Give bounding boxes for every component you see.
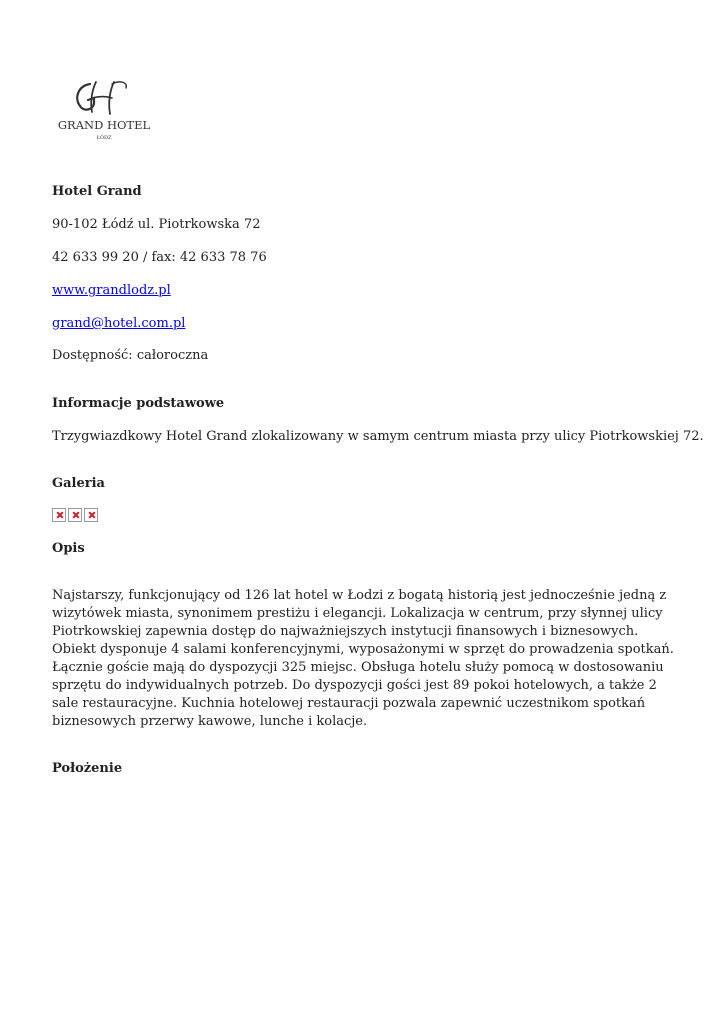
- logo-name: GRAND HOTEL: [57, 118, 151, 132]
- basic-info-heading: Informacje podstawowe: [52, 396, 225, 411]
- availability-text: Dostępność: całoroczna: [52, 348, 209, 363]
- hotel-title: Hotel Grand: [52, 184, 142, 199]
- description-heading: Opis: [52, 541, 85, 556]
- hotel-phone: 42 633 99 20 / fax: 42 633 78 76: [52, 250, 267, 265]
- location-heading: Położenie: [52, 761, 123, 776]
- logo-graphic: [52, 76, 156, 144]
- broken-image-icon[interactable]: [84, 508, 98, 522]
- website-link[interactable]: www.grandlodz.pl: [52, 283, 171, 298]
- hotel-address: 90-102 Łódź ul. Piotrkowska 72: [52, 217, 261, 232]
- broken-image-icon[interactable]: [68, 508, 82, 522]
- logo-city: ŁÓDŹ: [96, 135, 112, 141]
- broken-image-icon[interactable]: [52, 508, 66, 522]
- basic-info-text: Trzygwiazdkowy Hotel Grand zlokalizowany w samym centrum miasta przy ulicy Piotrkowskiej 72.: [52, 429, 704, 444]
- email-link[interactable]: grand@hotel.com.pl: [52, 316, 186, 331]
- gallery-heading: Galeria: [52, 476, 105, 491]
- grand-hotel-logo: [52, 76, 156, 144]
- description-text: Najstarszy, funkcjonujący od 126 lat hotel w Łodzi z bogatą historią jest jednocześnie jedną z wizytówek miasta, synonimem prestiżu i elegancji. Lokalizacja w centrum, przy słynnej ulicy Piotrkowskiej zapewnia dostęp do najważniejszych instytucji finansowych i biznesowych. Obiekt dysponuje 4 salami konferencyjnymi, wyposażonymi w sprzęt do prowadzenia spotkań. Łącznie goście mają do dyspozycji 325 miejsc. Obsługa hotelu służy pomocą w dostosowaniu sprzętu do indywidualnych potrzeb. Do dyspozycji gości jest 89 pokoi hotelowych, a także 2 sale restauracyjne. Kuchnia hotelowej restauracji pozwala zapewnić uczestnikom spotkań biznesowych przerwy kawowe, lunche i kolacje.: [52, 588, 674, 729]
